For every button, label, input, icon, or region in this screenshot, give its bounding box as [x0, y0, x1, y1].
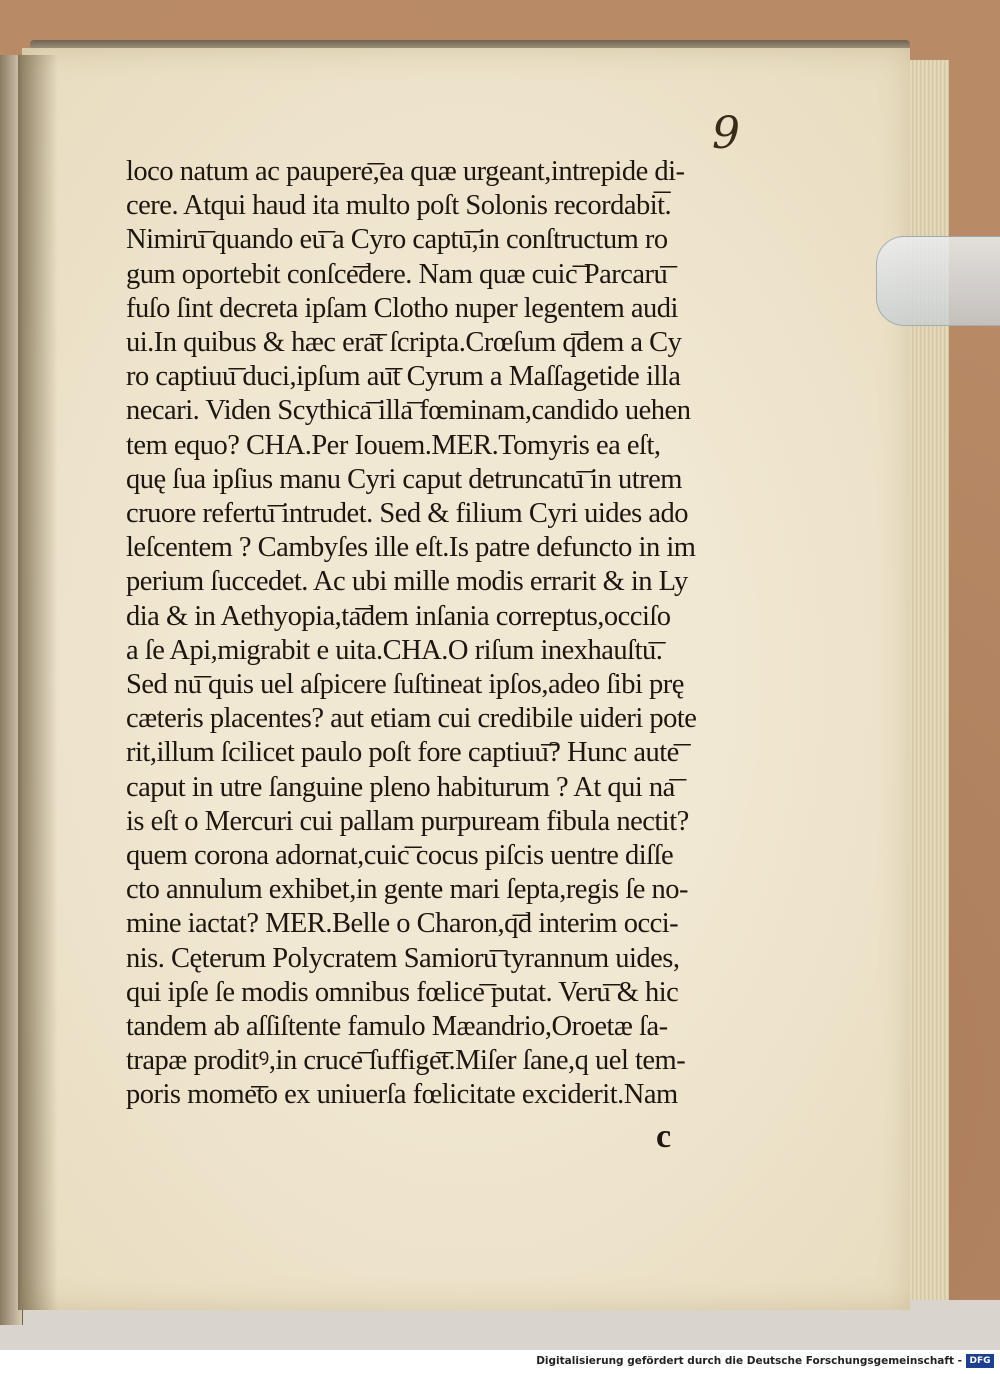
text-line: poris mome͞to ex uniuerſa fœlicitate exciderit.Nam	[126, 1079, 678, 1111]
text-line: cruore refertu͞ intrudet. Sed & filium Cyri uides ado	[126, 498, 689, 530]
folio-number: 9	[712, 108, 740, 159]
text-line: cæteris placentes? aut etiam cui credibile uideri pote	[126, 703, 697, 735]
text-line: ui.In quibus & hæc era͞t ſcripta.Crœſum q͞dem a Cy	[126, 327, 682, 359]
text-line: ro captiuu͞ duci,ipſum au͞t Cyrum a Maſſagetide illa	[126, 361, 681, 393]
dfg-logo: DFG	[966, 1354, 994, 1368]
text-line: is eſt o Mercuri cui pallam purpuream fibula nectit?	[126, 805, 689, 837]
text-line: quę ſua ipſius manu Cyri caput detruncatu͞ in utrem	[126, 463, 682, 495]
text-line: Sed nu͞ quis uel aſpicere ſuſtineat ipſos,adeo ſibi prę	[126, 669, 684, 701]
text-line: trapæ proditꝰ,in cruce͞ ſuffige͞t.Miſer ſane,q uel tem-	[126, 1045, 686, 1077]
signature-mark: c	[656, 1118, 672, 1155]
text-line: caput in utre ſanguine pleno habiturum ? At qui na͞	[126, 771, 675, 803]
text-line: necari. Viden Scythica͞ illa͞ fœminam,candido uehen	[126, 395, 691, 427]
main-text-block	[126, 155, 726, 1113]
text-line: Nimiru͞ quando eu͞ a Cyro captu͞,in conſtructum ro	[126, 224, 668, 256]
text-line: tem equo? CHA.Per Iouem.MER.Tomyris ea eſt,	[126, 429, 661, 461]
text-line: qui ipſe ſe modis omnibus fœlice͞ putat. Veru͞ & hic	[126, 976, 679, 1008]
text-line: rit,illum ſcilicet paulo poſt fore captiuu͞? Hunc aute͞	[126, 737, 679, 769]
text-line: perium ſuccedet. Ac ubi mille modis errarit & in Ly	[126, 566, 688, 598]
text-line: quem corona adornat,cuic͞ cocus piſcis uentre diſſe	[126, 840, 674, 872]
footer-credit: Digitalisierung gefördert durch die Deutsche Forschungsgemeinschaft -	[536, 1355, 962, 1367]
text-line: fuſo ſint decreta ipſam Clotho nuper legentem audi	[126, 292, 678, 324]
text-line: mine iactat? MER.Belle o Charon,q͞d interim occi-	[126, 908, 679, 940]
clip-tab	[876, 236, 1000, 326]
text-line: tandem ab aſſiſtente famulo Mæandrio,Oroetæ ſa-	[126, 1011, 668, 1043]
text-line: leſcentem ? Cambyſes ille eſt.Is patre defuncto in im	[126, 532, 696, 564]
text-line: loco natum ac paupere͞,ea quæ urgeant,intrepide di-	[126, 156, 685, 187]
text-line: nis. Cęterum Polycratem Samioru͞ tyrannum uides,	[126, 942, 680, 974]
text-line: cto annulum exhibet,in gente mari ſepta,regis ſe no-	[126, 874, 689, 906]
text-line: a ſe Api,migrabit e uita.CHA.O riſum inexhauſtu͞.	[126, 634, 663, 666]
text-line: dia & in Aethyopia,ta͞dem inſania correptus,occiſo	[126, 600, 671, 632]
spine-shadow	[18, 55, 58, 1310]
text-line: gum oportebit conſce͞dere. Nam quæ cuic͞ Parcaru͞	[126, 258, 668, 290]
text-line: cere. Atqui haud ita multo poſt Solonis recordabi͞t.	[126, 190, 672, 222]
